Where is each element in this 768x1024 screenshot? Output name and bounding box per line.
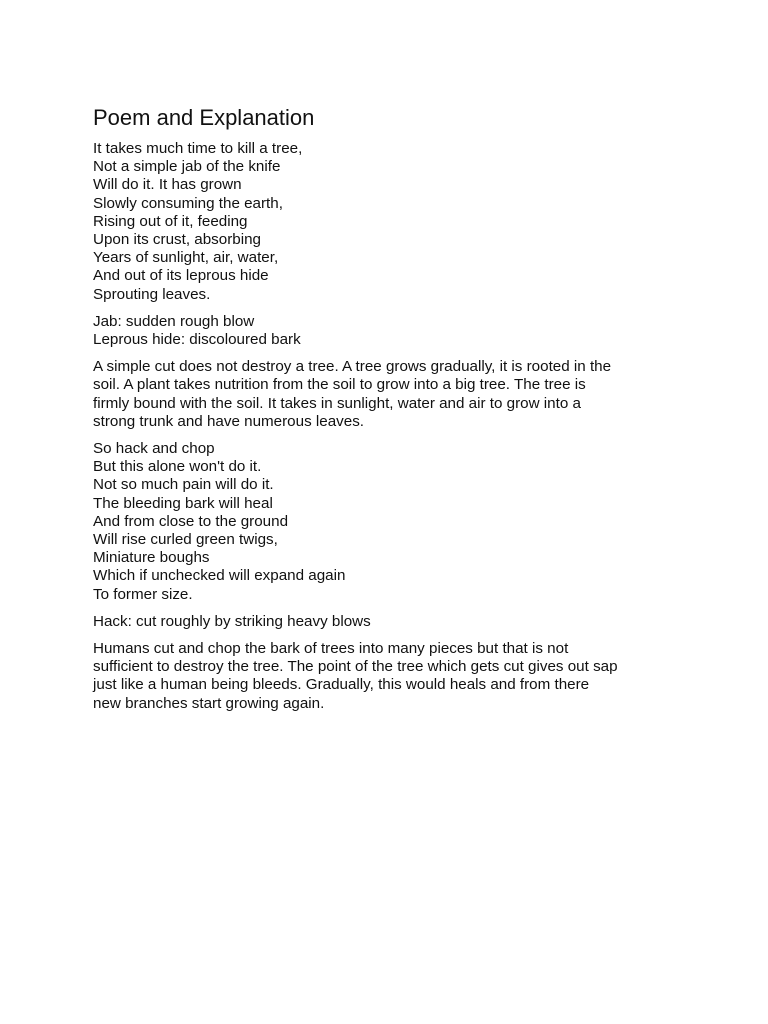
- glossary-1: [93, 313, 693, 349]
- glossary-line: Leprous hide: discoloured bark: [93, 331, 301, 349]
- poem-line: And out of its leprous hide: [93, 267, 269, 285]
- poem-line: Slowly consuming the earth,: [93, 194, 283, 212]
- page-title: Poem and Explanation: [93, 105, 315, 130]
- poem-stanza-2: [93, 440, 693, 604]
- poem-line: Not a simple jab of the knife: [93, 158, 281, 176]
- poem-line: And from close to the ground: [93, 512, 289, 530]
- poem-line: Will do it. It has grown: [93, 176, 242, 194]
- glossary-2: [93, 613, 693, 631]
- paragraph-line: Humans cut and chop the bark of trees into many pieces but that is not: [93, 640, 569, 658]
- poem-line: But this alone won't do it.: [93, 458, 262, 476]
- explanation-paragraph-2: [93, 640, 693, 713]
- explanation-paragraph-1: [93, 358, 693, 431]
- poem-line: Rising out of it, feeding: [93, 212, 248, 230]
- poem-line: Upon its crust, absorbing: [93, 231, 261, 249]
- paragraph-line: firmly bound with the soil. It takes in sunlight, water and air to grow into a: [93, 394, 581, 412]
- paragraph-line: soil. A plant takes nutrition from the soil to grow into a big tree. The tree is: [93, 376, 586, 394]
- poem-line: It takes much time to kill a tree,: [93, 140, 303, 157]
- paragraph-line: new branches start growing again.: [93, 694, 325, 712]
- poem-line: The bleeding bark will heal: [93, 494, 273, 512]
- paragraph-line: A simple cut does not destroy a tree. A tree grows gradually, it is rooted in the: [93, 358, 612, 376]
- poem-line: Which if unchecked will expand again: [93, 567, 346, 585]
- poem-line: Not so much pain will do it.: [93, 476, 274, 494]
- document-page: [93, 104, 693, 722]
- poem-line: Sprouting leaves.: [93, 285, 211, 303]
- paragraph-line: just like a human being bleeds. Gradually, this would heals and from there: [93, 676, 590, 694]
- poem-line: To former size.: [93, 585, 193, 603]
- poem-line: Miniature boughs: [93, 549, 210, 567]
- paragraph-line: sufficient to destroy the tree. The point of the tree which gets cut gives out sap: [93, 658, 618, 676]
- glossary-line: Jab: sudden rough blow: [93, 312, 255, 330]
- poem-stanza-1: [93, 140, 693, 304]
- poem-line: So hack and chop: [93, 440, 215, 458]
- glossary-line: Hack: cut roughly by striking heavy blows: [93, 612, 371, 630]
- poem-line: Will rise curled green twigs,: [93, 531, 278, 549]
- paragraph-line: strong trunk and have numerous leaves.: [93, 412, 365, 430]
- poem-line: Years of sunlight, air, water,: [93, 249, 279, 267]
